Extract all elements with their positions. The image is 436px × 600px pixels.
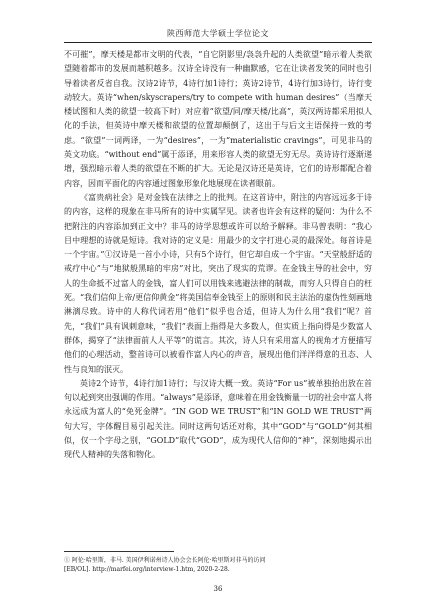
running-header: 陕西师范大学硕士学位论文 <box>64 28 372 43</box>
footnote-line: [EB/OL]. http://marfei.org/interview-1.htm, 2020-2-28. <box>64 566 230 573</box>
paragraph: 《富贵病社会》是对金钱在法律之上的批判。在这首诗中，附注的内容远远多于诗的内容，这样的现象在非马所有的诗中实属罕见。读者也许会有这样的疑问：为什么不把附注的内容添加到正文中？非马的诗学思想或许可以给予解释。非马曾表明：“我心目中理想的诗就是短诗。我对诗的定义是：用最少的文字打进心灵的最深处。每首诗是一个宇宙。”①汉诗是一首小小诗，只有5个诗行，但它却自成一个宇宙。“天堂般舒适的戒疗中心”与“地狱般黑暗的牢房”对比，突出了现实的荒谬。在金钱主导的社会中，穷人的生命抵不过富人的金钱，富人们可以用钱来逃避法律的制裁，而穷人只得自白的枉死。“我们信仰上帝/更信仰黄金”将美国信奉金钱至上的原则和民主法治的虚伪性刻画地淋漓尽致。诗中的人称代词若用“他们”似乎也合适，但诗人为什么用“我们”呢？首先，“我们”具有讽刺意味，“我们”表面上指得是大多数人，但实质上指向得是少数富人群体，揭穿了“法律面前人人平等”的谎言。其次，诗人只有采用富人的视角才方便描写他们的心理活动，整首诗可以被看作富人内心的声音，展现出他们洋洋得意的丑态、人性与良知的泯灭。 <box>64 192 372 374</box>
paragraph: 不可摧”，摩天楼是都市文明的代表，“自它阴影里/袅袅升起的人类欲望”暗示着人类欲望随着都市的发展而越积越多。汉诗全诗没有一种幽默感，它在让读者发笑的同时也引导着读者反省自我。汉诗2诗节，4诗行加1诗行；英诗2诗节，4诗行加3诗行，诗行变动较大。英诗“when/skyscrapers/try to compete with human desires”（当摩天楼试图和人类的欲望一较高下时）对应着“欲望/同/摩天楼/比高”，英汉两诗都采用拟人化的手法，但英诗中摩天楼和欲望的位置却颠倒了，这出于与后文主语保持一致的考虑。“欲望”一词两译，一为“desires”，一为“materialistic cravings”，可见非马的英文功底。“without end”属于添译，用来形容人类的欲望无穷无尽。英诗诗行逐渐递增，强烈暗示着人类的欲望在不断的扩大。无论是汉诗还是英诗，它们的诗形都配合着内容，因而平面化的内容通过图象形象化地展现在读者眼前。 <box>64 50 372 188</box>
footnote <box>64 556 372 574</box>
page-number: 36 <box>213 585 223 593</box>
body-text <box>64 48 372 463</box>
footnote-line: ① 阿伦·哈里斯，非马. 美国伊利诺州诗人协会会长阿伦·哈里斯对非马的访问 <box>64 557 266 564</box>
footnote-divider <box>64 551 174 552</box>
paragraph: 英诗2个诗节，4诗行加1诗行；与汉诗大概一致。英诗“For us”被单独抬出放在首句以起到突出强调的作用。“always”是添译，意味着在用金钱衡量一切的社会中富人将永远成为富人的“免死金牌”。“IN GOD WE TRUST”和“IN GOLD WE TRUST”两句大写，字体醒目易引起关注。同时这两句话还对称，其中“GOD”与“GOLD”何其相似，仅一个字母之别，“GOLD”取代“GOD”，成为现代人信仰的“神”，深刻地揭示出现代人精神的失落和物化。 <box>64 378 372 460</box>
